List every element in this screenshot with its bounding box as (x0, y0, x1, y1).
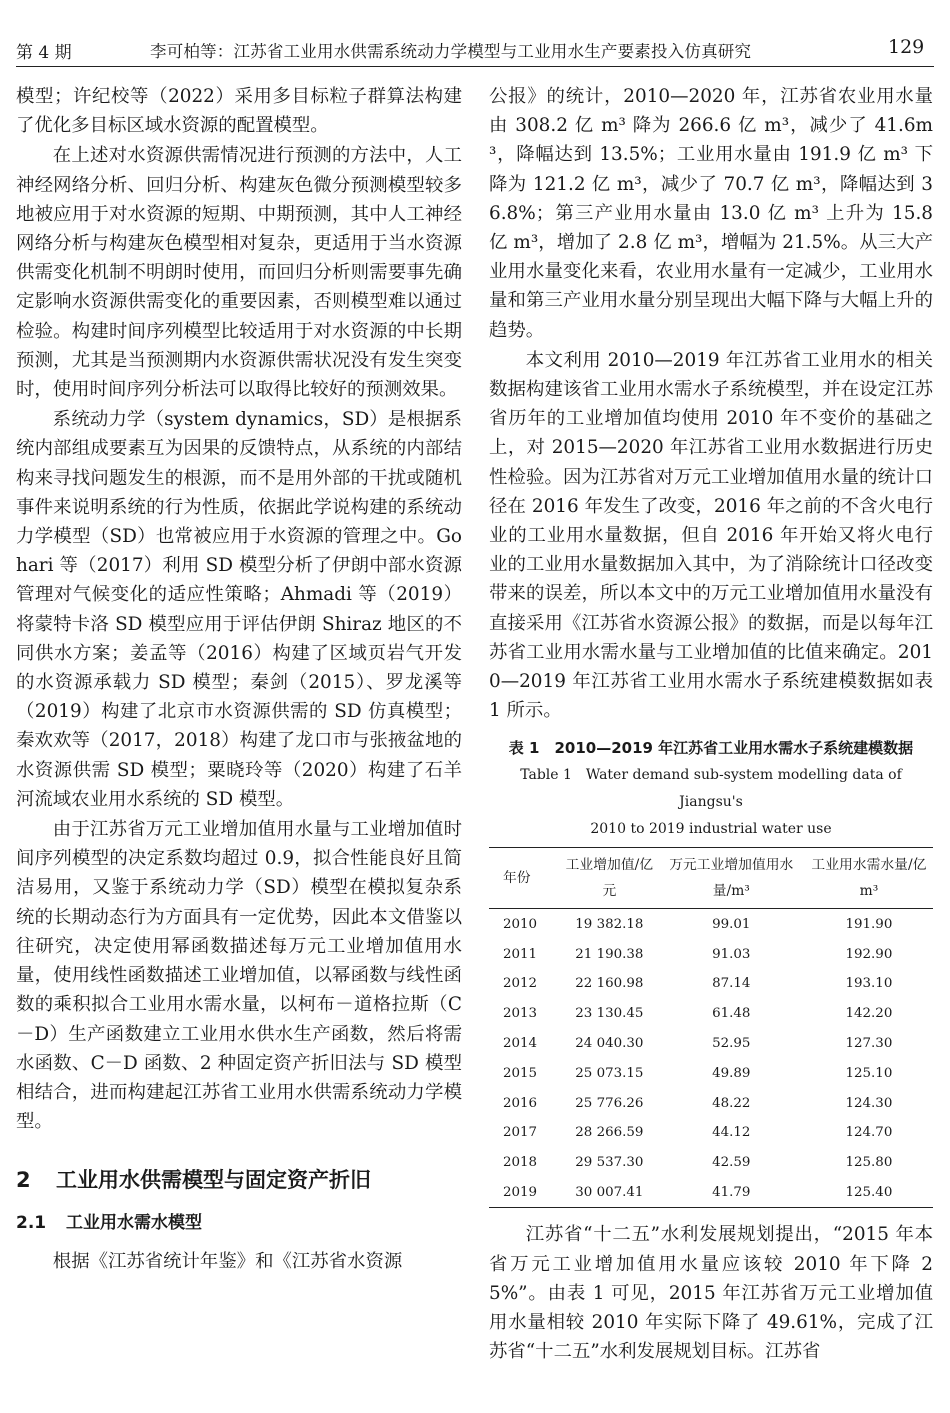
table-row (489, 1148, 933, 1178)
table-row (489, 909, 933, 939)
table-cell: 124.70 (845, 1125, 893, 1141)
column-header-year: 年份 (489, 848, 561, 909)
table-cell: 61.48 (712, 1006, 751, 1022)
column-header-water-demand: 工业用水需水量/亿 m³ (805, 848, 933, 909)
table-cell: 2011 (503, 946, 538, 962)
table-row (489, 969, 933, 999)
table-cell: 52.95 (712, 1036, 751, 1052)
running-title: 李可柏等：江苏省工业用水供需系统动力学模型与工业用水生产要素投入仿真研究 (150, 42, 752, 61)
table-cell: 2014 (503, 1036, 538, 1052)
table-cell: 2012 (503, 976, 538, 992)
table-cell: 23 130.45 (575, 1006, 644, 1022)
subsection-heading (16, 1208, 462, 1233)
section-title: 工业用水供需模型与固定资产折旧 (56, 1168, 371, 1193)
paragraph: 江苏省“十二五”水利发展规划提出，“2015 年本省万元工业增加值用水量应该较 2010 年下降 25%”。由表 1 可见，2015 年江苏省万元工业增加值用水量相较 2010 年实际下降了 49.61%，完成了江苏省“十二五”水利发展规划目标。江苏省 (489, 1224, 933, 1363)
table-caption-en-line: 2010 to 2019 industrial water use (590, 821, 832, 838)
table-cell: 2019 (489, 1178, 561, 1208)
table-row (489, 1118, 933, 1148)
table-cell: 48.22 (712, 1095, 751, 1111)
table-cell: 22 160.98 (575, 976, 644, 992)
table-row (489, 939, 933, 969)
table-cell: 2013 (503, 1006, 538, 1022)
table-cell: 2016 (503, 1095, 538, 1111)
data-table (489, 847, 933, 1208)
section-heading (16, 1164, 462, 1194)
table-cell: 142.20 (845, 1006, 893, 1022)
table-cell: 125.10 (845, 1065, 893, 1081)
table-cell: 127.30 (845, 1036, 893, 1052)
table-cell: 91.03 (712, 946, 751, 962)
table-cell: 21 190.38 (575, 946, 644, 962)
table-cell: 87.14 (712, 976, 751, 992)
table-caption-en-line: Table 1 Water demand sub-system modelling data of Jiangsu's (520, 767, 902, 811)
table-cell: 49.89 (712, 1065, 751, 1081)
paragraph: 本文利用 2010—2019 年江苏省工业用水的相关数据构建该省工业用水需水子系统模型，并在设定江苏省历年的工业增加值均使用 2010 年不变价的基础之上，对 2015—2020 年江苏省工业用水数据进行历史性检验。因为江苏省对万元工业增加值用水量的统计口径在 2016 年发生了改变，2016 年之前的不含火电行业的工业用水量数据，但自 2016 年开始又将火电行业的工业用水量数据加入其中，为了消除统计口径改变带来的误差，所以本文中的万元工业增加值用水量没有直接采用《江苏省水资源公报》的数据，而是以每年江苏省工业用水需水量与工业增加值的比值来确定。2010—2019 年江苏省工业用水需水子系统建模数据如表 1 所示。 (489, 349, 933, 722)
column-header-added-value: 工业增加值/亿元 (561, 848, 658, 909)
paragraph: 系统动力学（system dynamics，SD）是根据系统内部组成要素互为因果的反馈特点，从系统的内部结构来寻找问题发生的根源，而不是用外部的干扰或随机事件来说明系统的行为性质，依据此学说构建的系统动力学模型（SD）也常被应用于水资源的管理之中。Gohari 等（2017）利用 SD 模型分析了伊朗中部水资源管理对气候变化的适应性策略；Ahmadi 等（2019）将蒙特卡洛 SD 模型应用于评估伊朗 Shiraz 地区的不同供水方案；姜孟等（2016）构建了区域页岩气开发的水资源承载力 SD 模型；秦剑（2015）、罗龙溪等（2019）构建了北京市水资源供需的 SD 仿真模型；秦欢欢等（2017，2018）构建了龙口市与张掖盆地的水资源供需 SD 模型；粟晓玲等（2020）构建了石羊河流域农业用水系统的 SD 模型。 (16, 409, 462, 810)
page-number: 129 (888, 36, 925, 58)
running-header (0, 0, 950, 68)
table-row (489, 1088, 933, 1118)
table-cell: 28 266.59 (575, 1125, 644, 1141)
table-cell: 191.90 (845, 916, 893, 932)
left-column (16, 82, 462, 1277)
section-number: 2 (16, 1168, 31, 1193)
table-row (489, 1029, 933, 1059)
paragraph: 模型；许纪校等（2022）采用多目标粒子群算法构建了优化多目标区域水资源的配置模型。 (16, 86, 462, 137)
table-cell: 2017 (503, 1125, 538, 1141)
subsection-number: 2.1 (16, 1213, 47, 1234)
table-cell: 42.59 (712, 1155, 751, 1171)
table-cell: 29 537.30 (575, 1155, 644, 1171)
table-header-row (489, 848, 933, 909)
table-cell: 19 382.18 (575, 916, 644, 932)
table-cell: 30 007.41 (561, 1178, 658, 1208)
table-row (489, 1058, 933, 1088)
table-caption-cn: 表 1 2010—2019 年江苏省工业用水需水子系统建模数据 (508, 739, 914, 758)
table-cell: 24 040.30 (575, 1036, 644, 1052)
table-cell: 25 073.15 (575, 1065, 644, 1081)
column-header-water-per-10k: 万元工业增加值用水量/m³ (658, 848, 805, 909)
issue-number: 第 4 期 (16, 43, 72, 63)
paragraph: 由于江苏省万元工业增加值用水量与工业增加值时间序列模型的决定系数均超过 0.9，拟合性能良好且简洁易用，又鉴于系统动力学（SD）模型在模拟复杂系统的长期动态行为方面具有一定优势，因此本文借鉴以往研究，决定使用幂函数描述每万元工业增加值用水量，使用线性函数描述工业增加值，以幂函数与线性函数的乘积拟合工业用水需水量，以柯布－道格拉斯（C－D）生产函数建立工业用水供水生产函数，然后将需水函数、C－D 函数、2 种固定资产折旧法与 SD 模型相结合，进而构建起江苏省工业用水供需系统动力学模型。 (16, 819, 462, 1133)
paragraph: 公报》的统计，2010—2020 年，江苏省农业用水量由 308.2 亿 m³ 降为 266.6 亿 m³，减少了 41.6m³，降幅达到 13.5%；工业用水量由 191.9 亿 m³ 下降为 121.2 亿 m³，减少了 70.7 亿 m³，降幅达到 36.8%；第三产业用水量由 13.0 亿 m³ 上升为 15.8 亿 m³，增加了 2.8 亿 m³，增幅为 21.5%。从三大产业用水量变化来看，农业用水量有一定减少，工业用水量和第三产业用水量分别呈现出大幅下降与大幅上升的趋势。 (489, 86, 933, 341)
table-cell: 125.80 (845, 1155, 893, 1171)
table-cell: 2010 (503, 916, 538, 932)
table-cell: 44.12 (712, 1125, 751, 1141)
paragraph: 在上述对水资源供需情况进行预测的方法中，人工神经网络分析、回归分析、构建灰色微分预测模型较多地被应用于对水资源的短期、中期预测，其中人工神经网络分析与构建灰色模型相对复杂，更适用于当水资源供需变化机制不明朗时使用，而回归分析则需要事先确定影响水资源供需变化的重要因素，否则模型难以通过检验。构建时间序列模型比较适用于对水资源的中长期预测，尤其是当预测期内水资源供需状况没有发生突变时，使用时间序列分析法可以取得比较好的预测效果。 (16, 145, 462, 401)
table-cell: 2018 (503, 1155, 538, 1171)
right-column (489, 82, 933, 1366)
header-rule (16, 66, 934, 67)
table-cell: 99.01 (712, 916, 751, 932)
table-cell: 192.90 (845, 946, 893, 962)
table-cell: 41.79 (658, 1178, 805, 1208)
table-cell: 25 776.26 (575, 1095, 644, 1111)
table-caption-en (489, 762, 933, 843)
table-cell: 125.40 (805, 1178, 933, 1208)
table-cell: 193.10 (845, 976, 893, 992)
table-cell: 124.30 (845, 1095, 893, 1111)
table-row (489, 1178, 933, 1208)
table-cell: 2015 (503, 1065, 538, 1081)
table-row (489, 999, 933, 1029)
paragraph: 根据《江苏省统计年鉴》和《江苏省水资源 (52, 1251, 403, 1273)
subsection-title: 工业用水需水模型 (66, 1213, 202, 1234)
